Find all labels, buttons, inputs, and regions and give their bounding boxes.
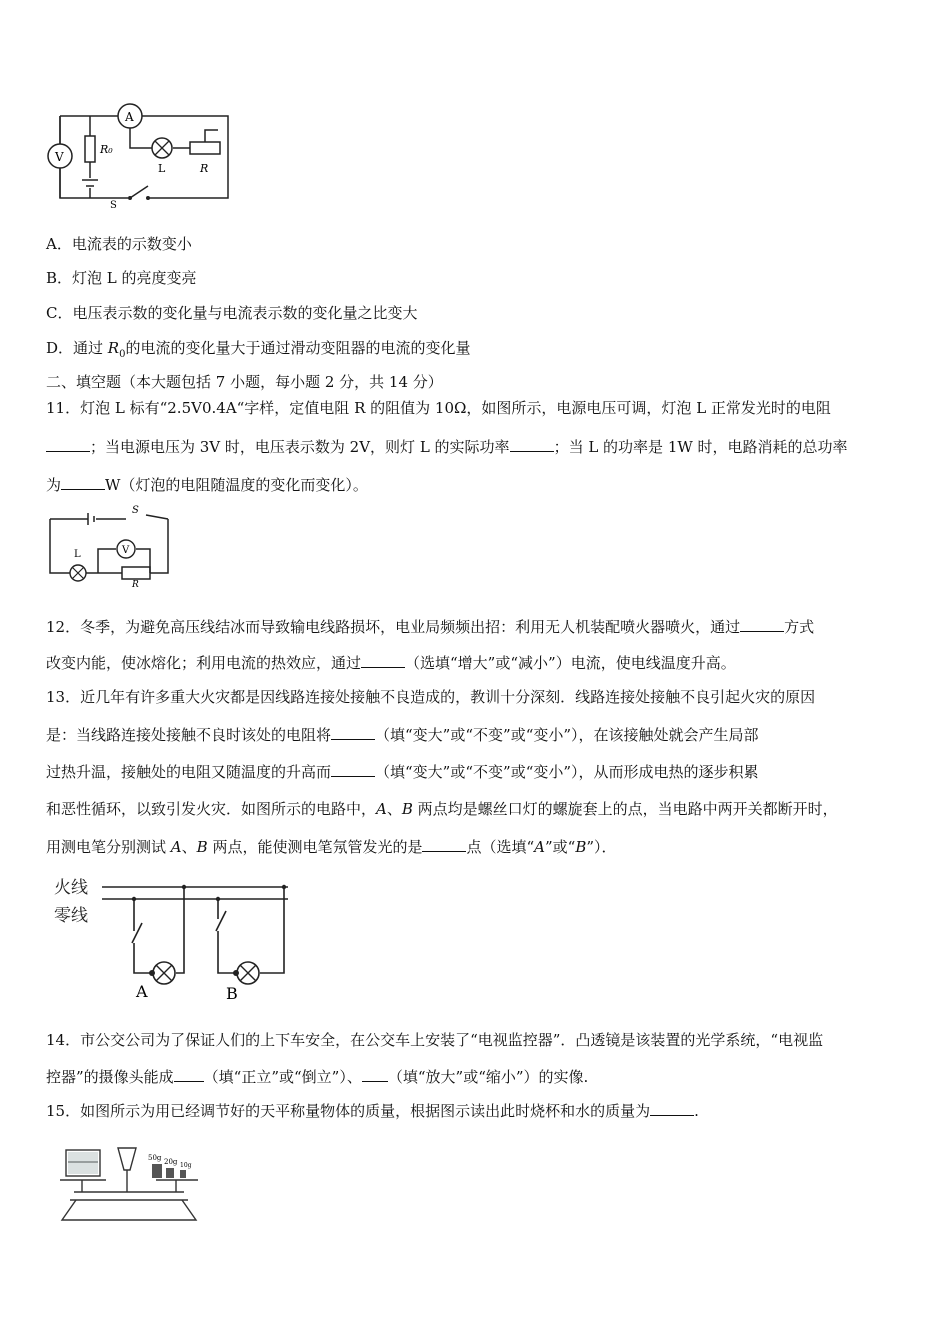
section-heading: 二、填空题（本大题包括 7 小题，每小题 2 分，共 14 分） <box>46 373 443 391</box>
q12-line2: 改变内能，使冰熔化；利用电流的热效应，通过 （选填“增大”或“减小”）电流，使电线温度升高。 <box>46 654 736 672</box>
q12-line1: 12．冬季，为避免高压线结冰而导致输电线路损坏，电业局频频出招：利用无人机装配喷火器喷火，通过 方式 <box>46 618 815 636</box>
svg-text:L: L <box>74 549 81 560</box>
option-c: C．电压表示数的变化量与电流表示数的变化量之比变大 <box>46 304 418 322</box>
svg-text:B: B <box>226 984 238 1003</box>
household-circuit-figure <box>52 873 302 1008</box>
q13-line5: 用测电笔分别测试 A、B 两点，能使测电笔氖管发光的是 点（选填“A”或“B”）． <box>46 838 617 856</box>
svg-text:V: V <box>55 150 64 164</box>
q15-line1: 15．如图所示为用已经调节好的天平称量物体的质量，根据图示读出此时烧杯和水的质量为 . <box>46 1102 699 1120</box>
svg-text:A: A <box>136 982 148 1001</box>
r0-label: R₀ <box>100 143 113 156</box>
q11-line1: 11．灯泡 L 标有“2.5V0.4A“字样，定值电阻 R 的阻值为 10Ω，如图所示，电源电压可调，灯泡 L 正常发光时的电阻 <box>46 399 831 417</box>
q13-line2: 是：当线路连接处接触不良时该处的电阻将 （填“变大”或“不变”或“变小”），在该接触处就会产生局部 <box>46 726 759 744</box>
option-a: A．电流表的示数变小 <box>46 235 192 253</box>
balance-scale-figure <box>56 1140 206 1226</box>
option-b: B．灯泡 L 的亮度变亮 <box>46 269 197 287</box>
svg-text:50g: 50g <box>148 1154 162 1162</box>
svg-text:A: A <box>125 110 134 124</box>
q11-line2: ；当电源电压为 3V 时，电压表示数为 2V，则灯 L 的实际功率 ；当 L 的功率是 1W 时，电路消耗的总功率 <box>46 436 848 457</box>
q11-line3: 为 W（灯泡的电阻随温度的变化而变化）。 <box>46 476 368 494</box>
circuit-diagram-1 <box>40 100 250 210</box>
svg-text:S: S <box>132 505 139 516</box>
q14-line1: 14．市公交公司为了保证人们的上下车安全，在公交车上安装了“电视监控器”．凸透镜是该装置的光学系统，“电视监 <box>46 1031 824 1049</box>
live-wire-label: 火线 <box>54 878 88 898</box>
q13-line4: 和恶性循环，以致引发火灾．如图所示的电路中，A、B 两点均是螺丝口灯的螺旋套上的点，当电路中两开关都断开时， <box>46 800 838 818</box>
svg-text:10g: 10g <box>180 1162 192 1169</box>
svg-text:R: R <box>132 580 139 590</box>
neutral-wire-label: 零线 <box>54 906 88 926</box>
svg-text:S: S <box>110 200 117 211</box>
q14-line2: 控器”的摄像头能成 （填“正立”或“倒立”）、 （填“放大”或“缩小”）的实像. <box>46 1068 589 1086</box>
option-d: D．通过 $R_0$的电流的变化量大于通过滑动变阻器的电流的变化量 <box>46 339 471 360</box>
svg-text:R: R <box>200 162 209 175</box>
q13-line1: 13．近几年有许多重大火灾都是因线路连接处接触不良造成的，教训十分深刻．线路连接处接触不良引起火灾的原因 <box>46 688 816 706</box>
circuit-diagram-2 <box>46 505 176 590</box>
svg-text:L: L <box>158 162 166 175</box>
svg-text:V: V <box>122 545 130 556</box>
svg-text:20g: 20g <box>164 1158 178 1166</box>
q13-line3: 过热升温，接触处的电阻又随温度的升高而 （填“变大”或“不变”或“变小”），从而形成电热的逐步积累 <box>46 763 759 781</box>
